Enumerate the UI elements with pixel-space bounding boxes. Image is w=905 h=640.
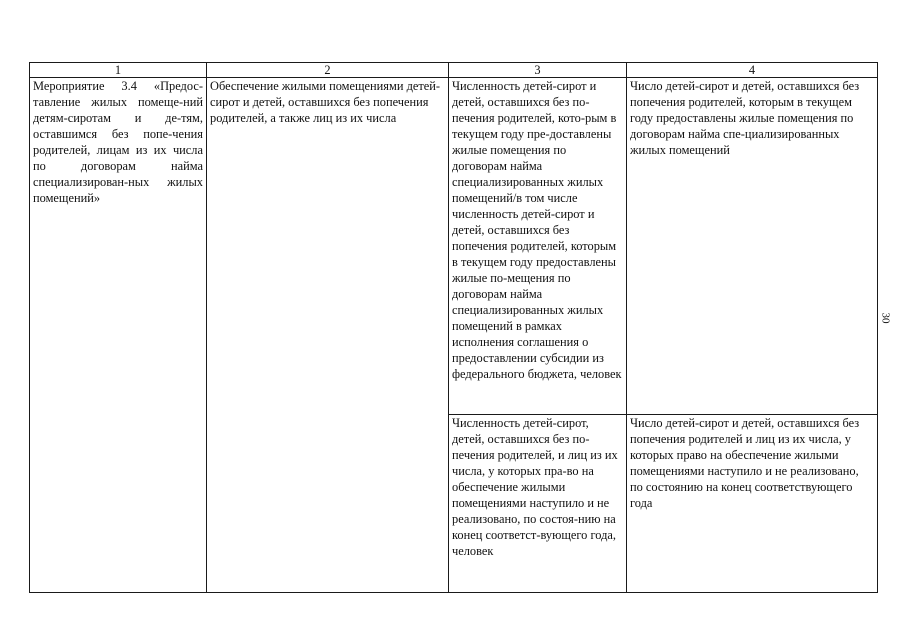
indicator-definition-text: Число детей-сирот и детей, оставшихся без попечения родителей и лиц из их числа, у которых право на обеспечение жилыми помещениями наступило и не реализовано, по состоянию на конец соответствующего года [630, 416, 860, 510]
table-row [30, 78, 878, 415]
event-text: Мероприятие 3.4 «Предос-тавление жилых помеще-ний детям-сиротам и де-тям, оставшимся без попе-чения родителей, лицам из их числа по договорам найма специализирован-ных жилых помещений» [33, 79, 203, 205]
event-cell [30, 78, 207, 593]
column-number-3: 3 [449, 63, 627, 78]
description-text: Обеспечение жилыми помещениями детей-сирот и детей, оставшихся без попечения родителей, а также лиц из их числа [210, 79, 441, 125]
description-cell [207, 78, 449, 593]
indicator-name-text: Численность детей-сирот и детей, оставшихся без по-печения родителей, кото-рым в текущем году пре-доставлены жилые помещения по договорам найма специализированных жилых помещений/в том числе численность детей-сирот и детей, оставшихся без попечения родителей, которым в текущем году предоставлены жилые по-мещения по договорам найма специализированных жилых помещений в рамках исполнения соглашения о предоставлении субсидии из федерального бюджета, человек [452, 79, 622, 381]
indicator-definition-cell [627, 78, 878, 415]
indicator-name-cell [449, 415, 627, 593]
column-number-4: 4 [627, 63, 878, 78]
page-number: 30 [879, 312, 892, 324]
indicators-table [29, 62, 878, 593]
table-header-row [30, 63, 878, 78]
indicator-name-cell [449, 78, 627, 415]
indicator-name-text: Численность детей-сирот, детей, оставшихся без по-печения родителей, и лиц из их числа, у которых пра-во на обеспечение жилыми помещениями наступило и не реализовано, по состоя-нию на конец соответст-вующего года, человек [452, 416, 618, 558]
column-number-1: 1 [30, 63, 207, 78]
indicator-definition-cell [627, 415, 878, 593]
indicator-definition-text: Число детей-сирот и детей, оставшихся без попечения родителей, которым в текущем году предоставлены жилые помещения по договорам найма спе-циализированных жилых помещений [630, 79, 860, 157]
column-number-2: 2 [207, 63, 449, 78]
